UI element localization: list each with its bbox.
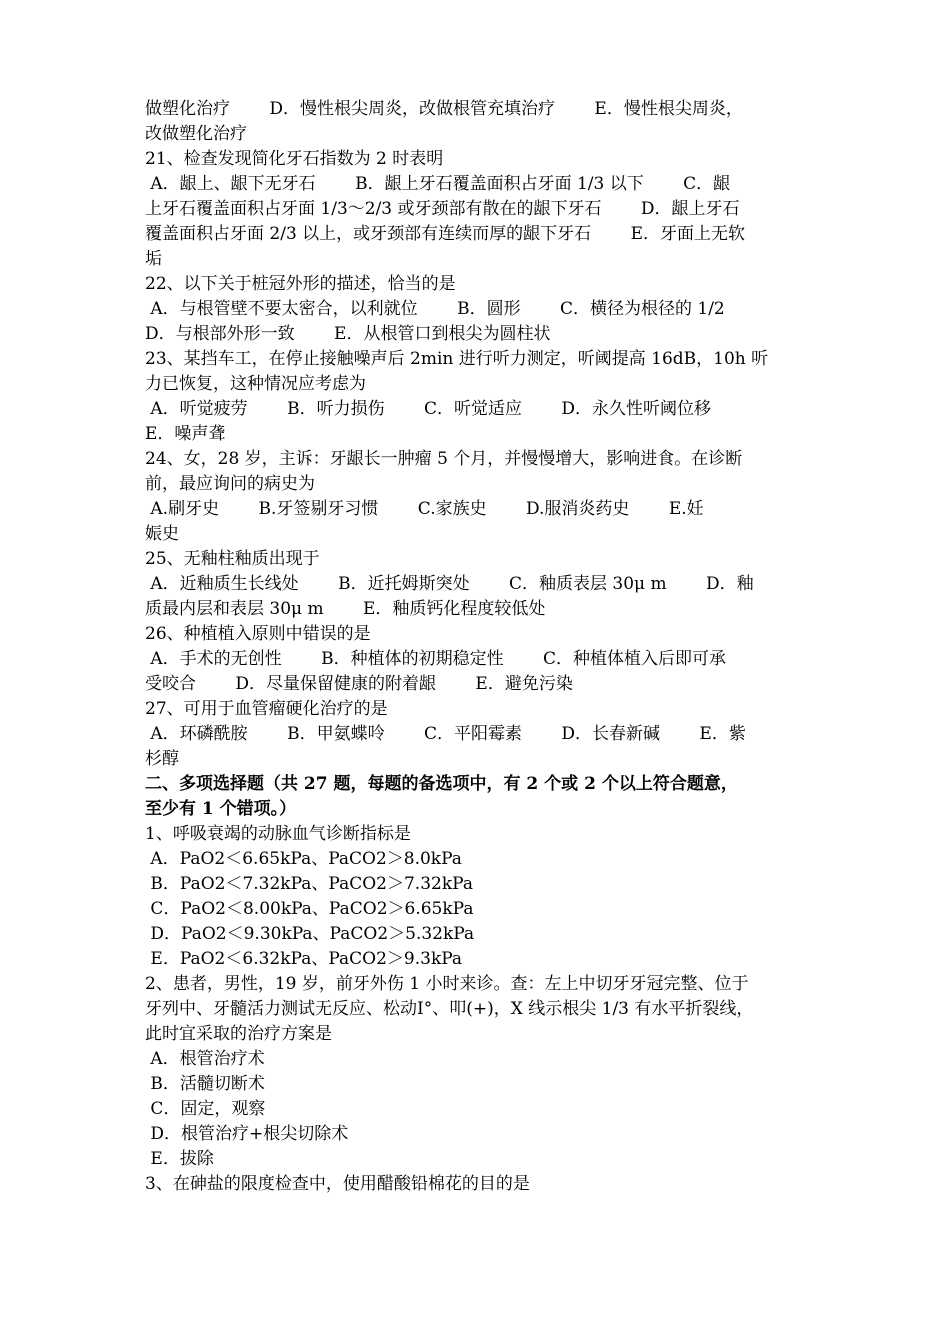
text-line: A．龈上、龈下无牙石 B．龈上牙石覆盖面积占牙面 1/3 以下 C．龈 [145,174,731,194]
text-line: A．与根管壁不要太密合，以利就位 B．圆形 C．横径为根径的 1/2 [145,299,725,319]
text-line: 此时宜采取的治疗方案是 [145,1024,332,1044]
text-line: 上牙石覆盖面积占牙面 1/3～2/3 或牙颈部有散在的龈下牙石 D．龈上牙石 [145,199,740,219]
text-line: E．拔除 [145,1149,214,1169]
text-line: 杉醇 [145,749,179,769]
text-line: C．PaO2＜8.00kPa、PaCO2＞6.65kPa [145,899,474,919]
section-heading-line: 至少有 1 个错项。） [145,799,297,819]
text-line: D．PaO2＜9.30kPa、PaCO2＞5.32kPa [145,924,475,944]
text-line: A．环磷酰胺 B．甲氨蝶呤 C．平阳霉素 D．长春新碱 E．紫 [145,724,746,744]
section-heading-line: 二、多项选择题（共 27 题，每题的备选项中，有 2 个或 2 个以上符合题意， [145,774,738,794]
text-line: A．听觉疲劳 B．听力损伤 C．听觉适应 D．永久性听阈位移 [145,399,712,419]
text-line: D．根管治疗+根尖切除术 [145,1124,349,1144]
text-line: E．噪声聋 [145,424,226,444]
text-line: C．固定，观察 [145,1099,266,1119]
text-line: A．根管治疗术 [145,1049,265,1069]
text-line: 牙列中、牙髓活力测试无反应、松动Ⅰ°、叩(+)，X 线示根尖 1/3 有水平折裂线， [145,999,754,1019]
text-line: 力已恢复，这种情况应考虑为 [145,374,366,394]
text-line: 质最内层和表层 30μ m E．釉质钙化程度较低处 [145,599,546,619]
text-line: 25、无釉柱釉质出现于 [145,549,320,569]
text-line: A．PaO2＜6.65kPa、PaCO2＞8.0kPa [145,849,462,869]
text-line: 垢 [145,249,162,269]
text-line: D．与根部外形一致 E．从根管口到根尖为圆柱状 [145,324,551,344]
text-line: 娠史 [145,524,179,544]
text-line: 26、种植植入原则中错误的是 [145,624,371,644]
text-line: A．近釉质生长线处 B．近托姆斯突处 C．釉质表层 30μ m D．釉 [145,574,754,594]
text-line: B．活髓切断术 [145,1074,265,1094]
text-line: 覆盖面积占牙面 2/3 以上，或牙颈部有连续而厚的龈下牙石 E．牙面上无软 [145,224,745,244]
text-line: 前，最应询问的病史为 [145,474,315,494]
text-line: 23、某挡车工，在停止接触噪声后 2min 进行听力测定，听阈提高 16dB，10h 听 [145,349,769,369]
exam-text-body [145,97,810,1197]
text-line: 21、检查发现简化牙石指数为 2 时表明 [145,149,444,169]
text-line: A.刷牙史 B.牙签剔牙习惯 C.家族史 D.服消炎药史 E.妊 [145,499,704,519]
text-line: B．PaO2＜7.32kPa、PaCO2＞7.32kPa [145,874,473,894]
text-line: 24、女，28 岁，主诉：牙龈长一肿瘤 5 个月，并慢慢增大，影响进食。在诊断 [145,449,743,469]
text-line: 受咬合 D．尽量保留健康的附着龈 E．避免污染 [145,674,573,694]
text-line: 1、呼吸衰竭的动脉血气诊断指标是 [145,824,411,844]
text-line: 3、在砷盐的限度检查中，使用醋酸铅棉花的目的是 [145,1174,530,1194]
text-line: 27、可用于血管瘤硬化治疗的是 [145,699,388,719]
text-line: A．手术的无创性 B．种植体的初期稳定性 C．种植体植入后即可承 [145,649,726,669]
text-line: 做塑化治疗 D．慢性根尖周炎，改做根管充填治疗 E．慢性根尖周炎， [145,99,743,119]
text-line: 2、患者，男性，19 岁，前牙外伤 1 小时来诊。查：左上中切牙牙冠完整、位于 [145,974,749,994]
text-line: E．PaO2＜6.32kPa、PaCO2＞9.3kPa [145,949,463,969]
text-line: 改做塑化治疗 [145,124,247,144]
text-line: 22、以下关于桩冠外形的描述，恰当的是 [145,274,456,294]
